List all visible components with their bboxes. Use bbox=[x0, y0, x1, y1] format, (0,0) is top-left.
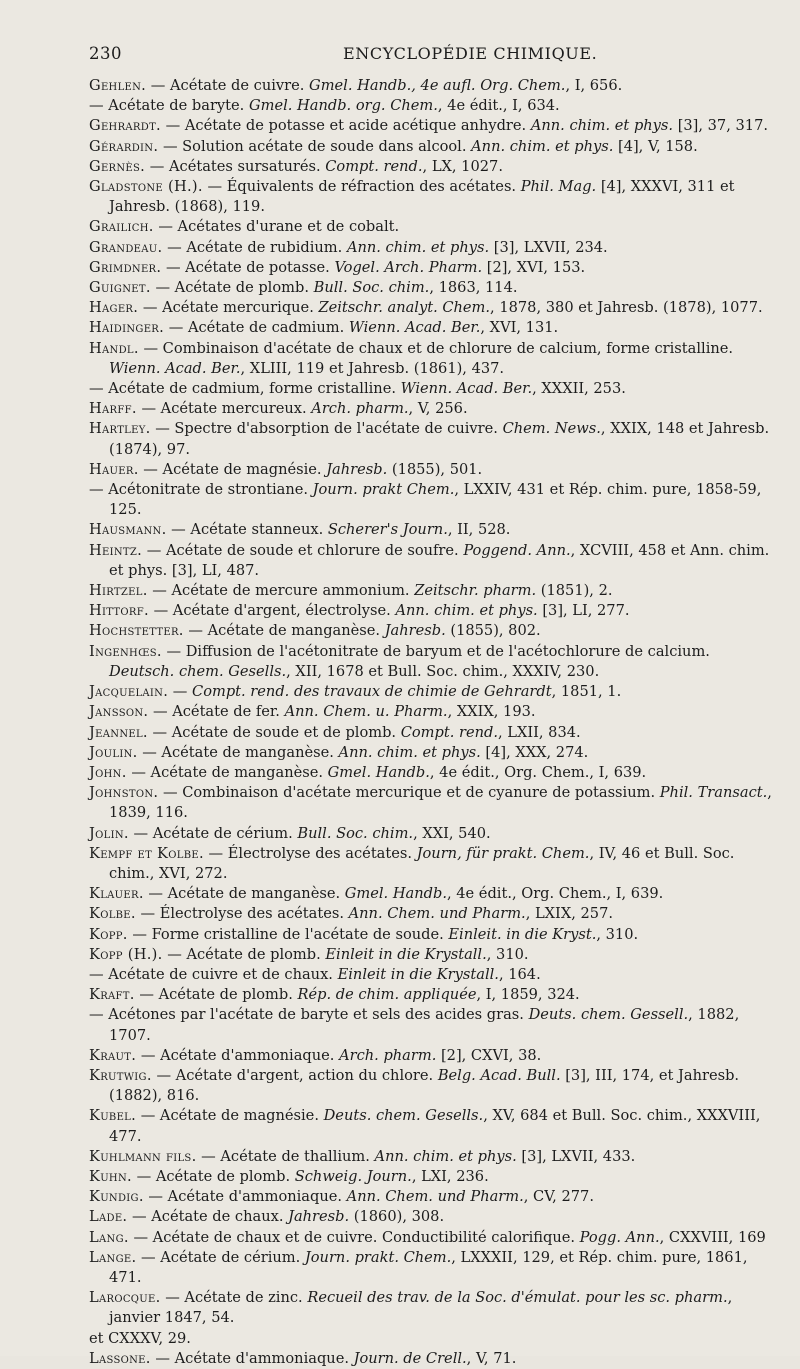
entry-reference: , 310. bbox=[596, 925, 639, 943]
entry-reference: , XXIX, 148 et Jahresb. (1874), 97. bbox=[109, 420, 770, 458]
bibliography-entry bbox=[89, 723, 778, 743]
bibliography-entry bbox=[89, 96, 778, 116]
entry-text: — Solution acétate de soude dans alcool. bbox=[162, 137, 472, 155]
entry-text: — Acétate de plomb. bbox=[136, 1167, 295, 1185]
bibliography-entry bbox=[89, 1147, 778, 1167]
bibliography-entry bbox=[89, 1329, 778, 1349]
entry-reference: , XXXII, 253. bbox=[532, 380, 626, 398]
bibliography-entry bbox=[89, 318, 778, 338]
bibliography-entry bbox=[89, 1187, 778, 1207]
entry-text: — Acétate de thallium. bbox=[201, 1147, 375, 1165]
entry-source: Arch. pharm. bbox=[339, 1046, 437, 1064]
bibliography-entry bbox=[89, 339, 778, 379]
entry-author: Kopp (H.). bbox=[89, 945, 163, 963]
entry-reference: , 1878, 380 et Jahresb. (1878), 1077. bbox=[490, 299, 763, 317]
entry-reference: [4], XXXVI, 311 et Jahresb. (1868), 119. bbox=[109, 178, 735, 216]
entry-text: — Électrolyse des acétates. bbox=[208, 844, 417, 862]
entry-reference: (1855), 802. bbox=[445, 622, 541, 640]
bibliography-entry bbox=[89, 1349, 778, 1369]
entry-author: Grandeau. bbox=[89, 238, 163, 256]
entry-source: Journ. prakt. Chem. bbox=[304, 1248, 452, 1266]
entry-author: John. bbox=[89, 763, 127, 781]
bibliography-entry bbox=[89, 824, 778, 844]
entry-source: Compt. rend. des travaux de chimie de Gehrardt bbox=[192, 683, 552, 701]
entry-source: Schweig. Journ. bbox=[294, 1167, 412, 1185]
entry-source: Zeitschr. analyt. Chem. bbox=[318, 299, 491, 317]
entry-reference: [3], 37, 317. bbox=[673, 117, 768, 135]
entry-reference: , I, 1859, 324. bbox=[476, 986, 580, 1004]
entry-source: Belg. Acad. Bull. bbox=[437, 1066, 561, 1084]
entry-reference: , LXXXII, 129, et Rép. chim. pure, 1861, 471. bbox=[109, 1248, 748, 1286]
bibliography-entry bbox=[89, 419, 778, 459]
entry-text: — Acétate de baryte. bbox=[89, 97, 249, 115]
bibliography-entry bbox=[89, 925, 778, 945]
entry-source: Gmel. Handb. org. Chem. bbox=[248, 97, 438, 115]
running-head: ENCYCLOPÉDIE CHIMIQUE. bbox=[343, 44, 598, 63]
entry-text: — Acétate de chaux. bbox=[132, 1208, 289, 1226]
entry-reference: , LXI, 236. bbox=[411, 1167, 489, 1185]
entry-text: — Acétate de fer. bbox=[152, 703, 285, 721]
entry-source: Compt. rend. bbox=[325, 157, 423, 175]
entry-author: Gernès. bbox=[89, 157, 146, 175]
entry-source: Gmel. Handb., 4e aufl. Org. Chem. bbox=[309, 77, 566, 94]
bibliography-entry bbox=[89, 379, 778, 399]
entry-author: Guignet. bbox=[89, 279, 151, 297]
entry-text: — Acétate de cuivre. bbox=[150, 77, 310, 94]
entry-text: — Acétate de chaux et de cuivre. Conductibilité calorifique. bbox=[133, 1228, 580, 1246]
bibliography-entry bbox=[89, 844, 778, 884]
entry-text: — Acétates d'urane et de cobalt. bbox=[158, 218, 400, 236]
entry-source: Einleit in die Krystall. bbox=[337, 965, 499, 983]
entry-text: — Acétate de potasse. bbox=[165, 258, 335, 276]
bibliography-entry bbox=[89, 642, 778, 682]
entry-author: Hittorf. bbox=[89, 602, 149, 620]
entry-author: Klauer. bbox=[89, 885, 144, 903]
entry-text: — Acétate d'ammoniaque. bbox=[155, 1349, 354, 1367]
entry-author: Lange. bbox=[89, 1248, 137, 1266]
entry-source: Jahresb. bbox=[326, 460, 388, 478]
entry-reference: [3], LXVII, 433. bbox=[516, 1147, 636, 1165]
entry-author: Hirtzel. bbox=[89, 582, 148, 600]
bibliography-entry bbox=[89, 1248, 778, 1288]
entry-author: Kolbe. bbox=[89, 905, 136, 923]
entry-text: — Acétates sursaturés. bbox=[149, 157, 326, 175]
entry-text: et CXXXV, 29. bbox=[89, 1329, 191, 1347]
entry-author: Krutwig. bbox=[89, 1066, 152, 1084]
entry-source: Jahresb. bbox=[384, 622, 446, 640]
entry-reference: , IV, 46 et Bull. Soc. chim., XVI, 272. bbox=[109, 844, 735, 882]
entry-source: Wienn. Acad. Ber. bbox=[348, 319, 481, 337]
entry-author: Grailich. bbox=[89, 218, 154, 236]
entry-reference: , XXI, 540. bbox=[413, 824, 491, 842]
bibliography-entry bbox=[89, 177, 778, 217]
entry-source: Poggend. Ann. bbox=[463, 541, 571, 559]
entry-reference: , janvier 1847, 54. bbox=[109, 1289, 733, 1327]
bibliography-entry bbox=[89, 682, 778, 702]
bibliography-entry bbox=[89, 399, 778, 419]
entry-author: Hausmann. bbox=[89, 521, 167, 539]
entry-text: — Acétate mercurique. bbox=[142, 299, 319, 317]
entry-text: — Acétate d'argent, électrolyse. bbox=[153, 602, 396, 620]
bibliography-entry bbox=[89, 480, 778, 520]
entry-reference: , V, 256. bbox=[408, 400, 468, 418]
entry-source: Bull. Soc. chim. bbox=[313, 279, 430, 297]
entry-reference: [3], LXVII, 234. bbox=[489, 238, 608, 256]
entry-source: Ann. Chem. u. Pharm. bbox=[284, 703, 448, 721]
entry-reference: , 4e édit., Org. Chem., I, 639. bbox=[446, 885, 664, 903]
entry-text: — Acétate de manganèse. bbox=[142, 743, 339, 761]
entry-reference: , II, 528. bbox=[447, 521, 511, 539]
entry-source: Einleit. in die Kryst. bbox=[448, 925, 597, 943]
entry-reference: , XLIII, 119 et Jahresb. (1861), 437. bbox=[240, 359, 505, 377]
entry-text: — Acétate de cadmium, forme cristalline. bbox=[89, 380, 401, 398]
entry-author: Johnston. bbox=[89, 784, 159, 802]
entry-reference: , 1882, 1707. bbox=[109, 1006, 740, 1044]
bibliography-entry bbox=[89, 1066, 778, 1106]
entry-reference: , XCVIII, 458 et Ann. chim. et phys. [3], LI, 487. bbox=[109, 541, 770, 579]
entry-author: Kuhn. bbox=[89, 1167, 132, 1185]
entry-author: Hochstetter. bbox=[89, 622, 184, 640]
entry-text: — Acétate de cuivre et de chaux. bbox=[89, 965, 338, 983]
entry-source: Ann. chim. et phys. bbox=[346, 238, 490, 256]
entry-author: Gehlen. bbox=[89, 77, 147, 94]
entry-source: Rép. de chim. appliquée bbox=[297, 986, 477, 1004]
entry-reference: [3], III, 174, et Jahresb. (1882), 816. bbox=[109, 1066, 740, 1105]
bibliography-entry bbox=[89, 76, 778, 96]
bibliography-entry bbox=[89, 945, 778, 965]
entry-text: — Acétate stanneux. bbox=[171, 521, 328, 539]
entry-source: Deuts. chem. Gesells. bbox=[323, 1107, 484, 1125]
bibliography-entry bbox=[89, 157, 778, 177]
entry-author: Heintz. bbox=[89, 541, 143, 559]
entry-author: Kuhlmann fils. bbox=[89, 1147, 197, 1165]
entry-source: Wienn. Acad. Ber. bbox=[109, 359, 241, 377]
bibliography-entry bbox=[89, 965, 778, 985]
entry-reference: , XV, 684 et Bull. Soc. chim., XXXVIII, 477. bbox=[109, 1107, 761, 1145]
entry-text: — Acétones par l'acétate de baryte et sels des acides gras. bbox=[89, 1006, 529, 1024]
entry-source: Pogg. Ann. bbox=[579, 1228, 660, 1246]
entry-source: Scherer's Journ. bbox=[327, 521, 448, 539]
entry-reference: , I, 656. bbox=[565, 77, 623, 94]
entry-text: — Acétate de soude et chlorure de soufre. bbox=[146, 541, 464, 559]
entry-reference: , CV, 277. bbox=[523, 1188, 594, 1206]
entry-text: — Acétate d'argent, action du chlore. bbox=[156, 1066, 438, 1084]
bibliography-entry bbox=[89, 278, 778, 298]
entry-author: Joulin. bbox=[89, 743, 138, 761]
entry-text: — Équivalents de réfraction des acétates. bbox=[207, 178, 521, 196]
bibliography-entry bbox=[89, 581, 778, 601]
bibliography-entry bbox=[89, 1288, 778, 1328]
entry-source: Gmel. Handb. bbox=[327, 763, 430, 781]
entry-source: Phil. Transact. bbox=[659, 784, 768, 802]
entry-source: Chem. News. bbox=[502, 420, 601, 438]
entry-author: Haidinger. bbox=[89, 319, 165, 337]
entry-reference: , LXXIV, 431 et Rép. chim. pure, 1858-59, 125. bbox=[109, 481, 762, 519]
entry-text: — Acétate de potasse et acide acétique anhydre. bbox=[165, 117, 531, 135]
bibliography-entry bbox=[89, 116, 778, 136]
bibliography-entry bbox=[89, 298, 778, 318]
entry-text: — Acétate de manganèse. bbox=[188, 622, 385, 640]
entry-reference: , XXIX, 193. bbox=[447, 703, 536, 721]
bibliography-entry bbox=[89, 702, 778, 722]
bibliography-entry bbox=[89, 1106, 778, 1146]
entry-reference: [4], V, 158. bbox=[613, 137, 698, 155]
entry-reference: , 1839, 116. bbox=[109, 784, 772, 822]
entry-source: Ann. chim. et phys. bbox=[374, 1147, 517, 1165]
bibliography-entry bbox=[89, 783, 778, 823]
entry-author: Gladstone (H.). bbox=[89, 178, 203, 196]
entry-source: Journ, für prakt. Chem. bbox=[416, 844, 590, 862]
entry-text: — Combinaison d'acétate mercurique et de cyanure de potassium. bbox=[162, 784, 660, 802]
bibliography-entry bbox=[89, 621, 778, 641]
entry-source: Recueil des trav. de la Soc. d'émulat. pour les sc. pharm. bbox=[307, 1289, 728, 1307]
bibliography-entry bbox=[89, 520, 778, 540]
entry-text: — Acétate de plomb. bbox=[155, 279, 314, 297]
entry-source: Journ. prakt Chem. bbox=[312, 481, 455, 499]
entry-reference: , 310. bbox=[486, 945, 529, 963]
entry-text: — Acétate de soude et de plomb. bbox=[152, 723, 401, 741]
bibliography-entry bbox=[89, 258, 778, 278]
entry-reference: , 1851, 1. bbox=[551, 683, 622, 701]
entry-reference: [2], CXVI, 38. bbox=[436, 1046, 542, 1064]
entry-text: — Acétate mercureux. bbox=[141, 400, 312, 418]
entry-reference: , XII, 1678 et Bull. Soc. chim., XXXIV, 230. bbox=[286, 662, 600, 680]
entry-reference: , CXXVIII, 169 bbox=[659, 1228, 766, 1246]
entry-source: Deuts. chem. Gessell. bbox=[528, 1006, 689, 1024]
entry-source: Arch. pharm. bbox=[311, 400, 409, 418]
entry-author: Handl. bbox=[89, 339, 139, 357]
entry-author: Grimdner. bbox=[89, 258, 162, 276]
entry-source: Ann. chim. et phys. bbox=[338, 743, 481, 761]
entry-text: — Acétonitrate de strontiane. bbox=[89, 481, 313, 499]
entry-author: Kempf et Kolbe. bbox=[89, 844, 204, 862]
entry-text: — Acétate de magnésie. bbox=[143, 460, 327, 478]
entry-source: Ann. chim. et phys. bbox=[395, 602, 538, 620]
entry-text: — Acétate de magnésie. bbox=[140, 1107, 324, 1125]
bibliography-entry bbox=[89, 217, 778, 237]
entry-text: — Acétate de zinc. bbox=[165, 1289, 308, 1307]
entry-source: Gmel. Handb. bbox=[344, 885, 447, 903]
entry-reference: , 4e édit., Org. Chem., I, 639. bbox=[429, 763, 647, 781]
entry-source: Deutsch. chem. Gesells. bbox=[109, 662, 287, 680]
bibliography-entry bbox=[89, 460, 778, 480]
entry-author: Kundig. bbox=[89, 1188, 144, 1206]
page-header bbox=[89, 38, 778, 68]
entry-text: — Acétate de rubidium. bbox=[167, 238, 347, 256]
entry-author: Gehrardt. bbox=[89, 117, 161, 135]
entry-source: Jahresb. bbox=[288, 1208, 350, 1226]
entry-text: — Diffusion de l'acétonitrate de baryum et de l'acétochlorure de calcium. bbox=[166, 642, 710, 660]
entry-author: Hartley. bbox=[89, 420, 151, 438]
entry-text: — bbox=[172, 683, 193, 701]
entry-author: Jansson. bbox=[89, 703, 149, 721]
bibliography-entry bbox=[89, 137, 778, 157]
entry-author: Jeannel. bbox=[89, 723, 148, 741]
bibliography-entry bbox=[89, 1228, 778, 1248]
entry-text: — Acétate de manganèse. bbox=[148, 885, 345, 903]
bibliography-entry bbox=[89, 1167, 778, 1187]
entry-text: — Acétate de manganèse. bbox=[131, 763, 328, 781]
entry-author: Hager. bbox=[89, 299, 139, 317]
bibliography-entry bbox=[89, 1005, 778, 1045]
entry-author: Lassone. bbox=[89, 1349, 151, 1367]
bibliography-entry bbox=[89, 904, 778, 924]
bibliography-entry bbox=[89, 985, 778, 1005]
entry-source: Ann. chim. et phys. bbox=[471, 137, 614, 155]
entry-text: — Acétate de cérium. bbox=[133, 824, 298, 842]
bibliography-entry bbox=[89, 743, 778, 763]
entry-source: Bull. Soc. chim. bbox=[297, 824, 414, 842]
entry-source: Ann. chim. et phys. bbox=[530, 117, 674, 135]
entry-source: Zeitschr. pharm. bbox=[414, 582, 537, 600]
bibliography-entry bbox=[89, 1046, 778, 1066]
entry-text: — Combinaison d'acétate de chaux et de chlorure de calcium, forme cristalline. bbox=[143, 339, 734, 357]
entry-author: Harff. bbox=[89, 400, 137, 418]
entry-author: Kopp. bbox=[89, 925, 128, 943]
entry-author: Gérardin. bbox=[89, 137, 159, 155]
entry-text: — Acétate de plomb. bbox=[139, 986, 298, 1004]
bibliography-entry bbox=[89, 884, 778, 904]
page-number: 230 bbox=[89, 44, 122, 63]
entry-reference: [3], LI, 277. bbox=[537, 602, 630, 620]
entry-text: — Électrolyse des acétates. bbox=[140, 905, 349, 923]
bibliography-entry bbox=[89, 541, 778, 581]
entry-source: Compt. rend. bbox=[400, 723, 498, 741]
entry-author: Kraut. bbox=[89, 1046, 137, 1064]
entry-author: Kubel. bbox=[89, 1107, 137, 1125]
entry-source: Wienn. Acad. Ber. bbox=[400, 380, 533, 398]
entry-author: Jacquelain. bbox=[89, 683, 169, 701]
entry-text: — Acétate de mercure ammonium. bbox=[152, 582, 415, 600]
entry-author: Kraft. bbox=[89, 986, 135, 1004]
bibliography-list bbox=[89, 76, 778, 1369]
entry-source: Ann. Chem. und Pharm. bbox=[346, 1188, 524, 1206]
entry-source: Journ. de Crell. bbox=[353, 1349, 467, 1367]
entry-author: Lade. bbox=[89, 1208, 128, 1226]
entry-source: Ann. Chem. und Pharm. bbox=[348, 905, 526, 923]
entry-reference: , 1863, 114. bbox=[429, 279, 518, 297]
entry-reference: [4], XXX, 274. bbox=[480, 743, 589, 761]
entry-reference: , V, 71. bbox=[466, 1349, 517, 1367]
entry-reference: (1855), 501. bbox=[387, 460, 483, 478]
bibliography-entry bbox=[89, 238, 778, 258]
entry-reference: (1851), 2. bbox=[536, 582, 613, 600]
entry-source: Vogel. Arch. Pharm. bbox=[334, 258, 483, 276]
entry-author: Lang. bbox=[89, 1228, 129, 1246]
entry-text: — Acétate de plomb. bbox=[167, 945, 326, 963]
entry-reference: , LXIX, 257. bbox=[525, 905, 613, 923]
entry-reference: , LX, 1027. bbox=[422, 157, 503, 175]
entry-text: — Forme cristalline de l'acétate de soude. bbox=[132, 925, 449, 943]
entry-reference: [2], XVI, 153. bbox=[482, 258, 586, 276]
entry-reference: , 164. bbox=[498, 965, 541, 983]
bibliography-entry bbox=[89, 1207, 778, 1227]
entry-author: Larocque. bbox=[89, 1289, 161, 1307]
bibliography-entry bbox=[89, 601, 778, 621]
entry-reference: , XVI, 131. bbox=[480, 319, 559, 337]
entry-source: Einleit in die Krystall. bbox=[325, 945, 487, 963]
entry-text: — Acétate de cérium. bbox=[141, 1248, 305, 1266]
entry-source: Phil. Mag. bbox=[520, 178, 597, 196]
entry-text: — Acétate de cadmium. bbox=[168, 319, 349, 337]
entry-author: Hauer. bbox=[89, 460, 139, 478]
entry-text: — Acétate d'ammoniaque. bbox=[140, 1046, 340, 1064]
entry-reference: (1860), 308. bbox=[349, 1208, 445, 1226]
entry-text: — Spectre d'absorption de l'acétate de cuivre. bbox=[155, 420, 503, 438]
entry-text: — Acétate d'ammoniaque. bbox=[148, 1188, 347, 1206]
entry-reference: , 4e édit., I, 634. bbox=[437, 97, 560, 115]
entry-author: Ingenhœs. bbox=[89, 642, 162, 660]
entry-author: Jolin. bbox=[89, 824, 129, 842]
bibliography-entry bbox=[89, 763, 778, 783]
entry-reference: , LXII, 834. bbox=[498, 723, 581, 741]
